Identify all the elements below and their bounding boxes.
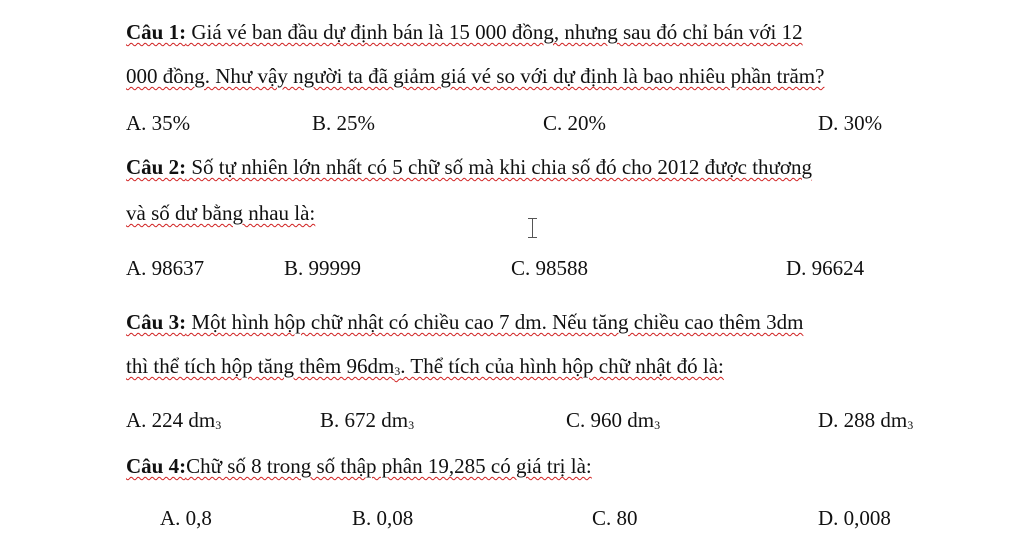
question-3-option-b: B. 672 dm3: [320, 408, 415, 432]
question-1-label: Câu 1:: [126, 20, 187, 44]
question-2-line-2: [126, 201, 315, 225]
question-1-line-2: [126, 64, 824, 88]
question-4-text-1: Chữ số 8 trong số thập phân 19,285 có giá trị là:: [186, 454, 592, 478]
question-1-line-1: [126, 20, 803, 44]
question-3-text-2b: . Thể tích của hình hộp chữ nhật đó là:: [400, 354, 724, 378]
question-4-option-c: C. 80: [592, 506, 638, 530]
text-cursor-icon: [528, 218, 538, 238]
question-3-option-c: C. 960 dm3: [566, 408, 661, 432]
question-2-option-b: B. 99999: [284, 256, 362, 280]
question-4-line-1: [126, 454, 592, 478]
question-1-text-2: 000 đồng. Như vậy người ta đã giảm giá vé so với dự định là bao nhiêu phần trăm?: [126, 64, 825, 88]
question-2-label: Câu 2:: [126, 155, 187, 179]
question-1-text-1: Giá vé ban đầu dự định bán là 15 000 đồng, nhưng sau đó chỉ bán với 12: [186, 20, 803, 44]
question-3-option-a: A. 224 dm3: [126, 408, 222, 432]
question-1-option-c: C. 20%: [543, 111, 606, 135]
question-3-label: Câu 3:: [126, 310, 187, 334]
question-4-label: Câu 4:: [126, 454, 187, 478]
question-1-option-b: B. 25%: [312, 111, 375, 135]
question-2-text-1: Số tự nhiên lớn nhất có 5 chữ số mà khi chia số đó cho 2012 được thương: [186, 155, 813, 179]
question-4-option-a: A. 0,8: [160, 506, 212, 530]
question-4-option-b: B. 0,08: [352, 506, 414, 530]
question-1-option-a: A. 35%: [126, 111, 191, 135]
question-3-text-1: Một hình hộp chữ nhật có chiều cao 7 dm. Nếu tăng chiều cao thêm 3dm: [186, 310, 804, 334]
question-2-option-d: D. 96624: [786, 256, 865, 280]
question-2-option-a: A. 98637: [126, 256, 205, 280]
question-2-line-1: [126, 155, 812, 179]
question-2-option-c: C. 98588: [511, 256, 589, 280]
question-4-option-d: D. 0,008: [818, 506, 891, 530]
question-3-text-2a: thì thể tích hộp tăng thêm 96dm: [126, 354, 395, 378]
question-3-line-1: [126, 310, 803, 334]
question-3-line-2: [126, 354, 724, 383]
question-2-text-2: và số dư bằng nhau là:: [126, 201, 316, 225]
question-3-exponent: 3: [394, 364, 401, 378]
question-3-option-d: D. 288 dm3: [818, 408, 914, 432]
question-1-option-d: D. 30%: [818, 111, 883, 135]
